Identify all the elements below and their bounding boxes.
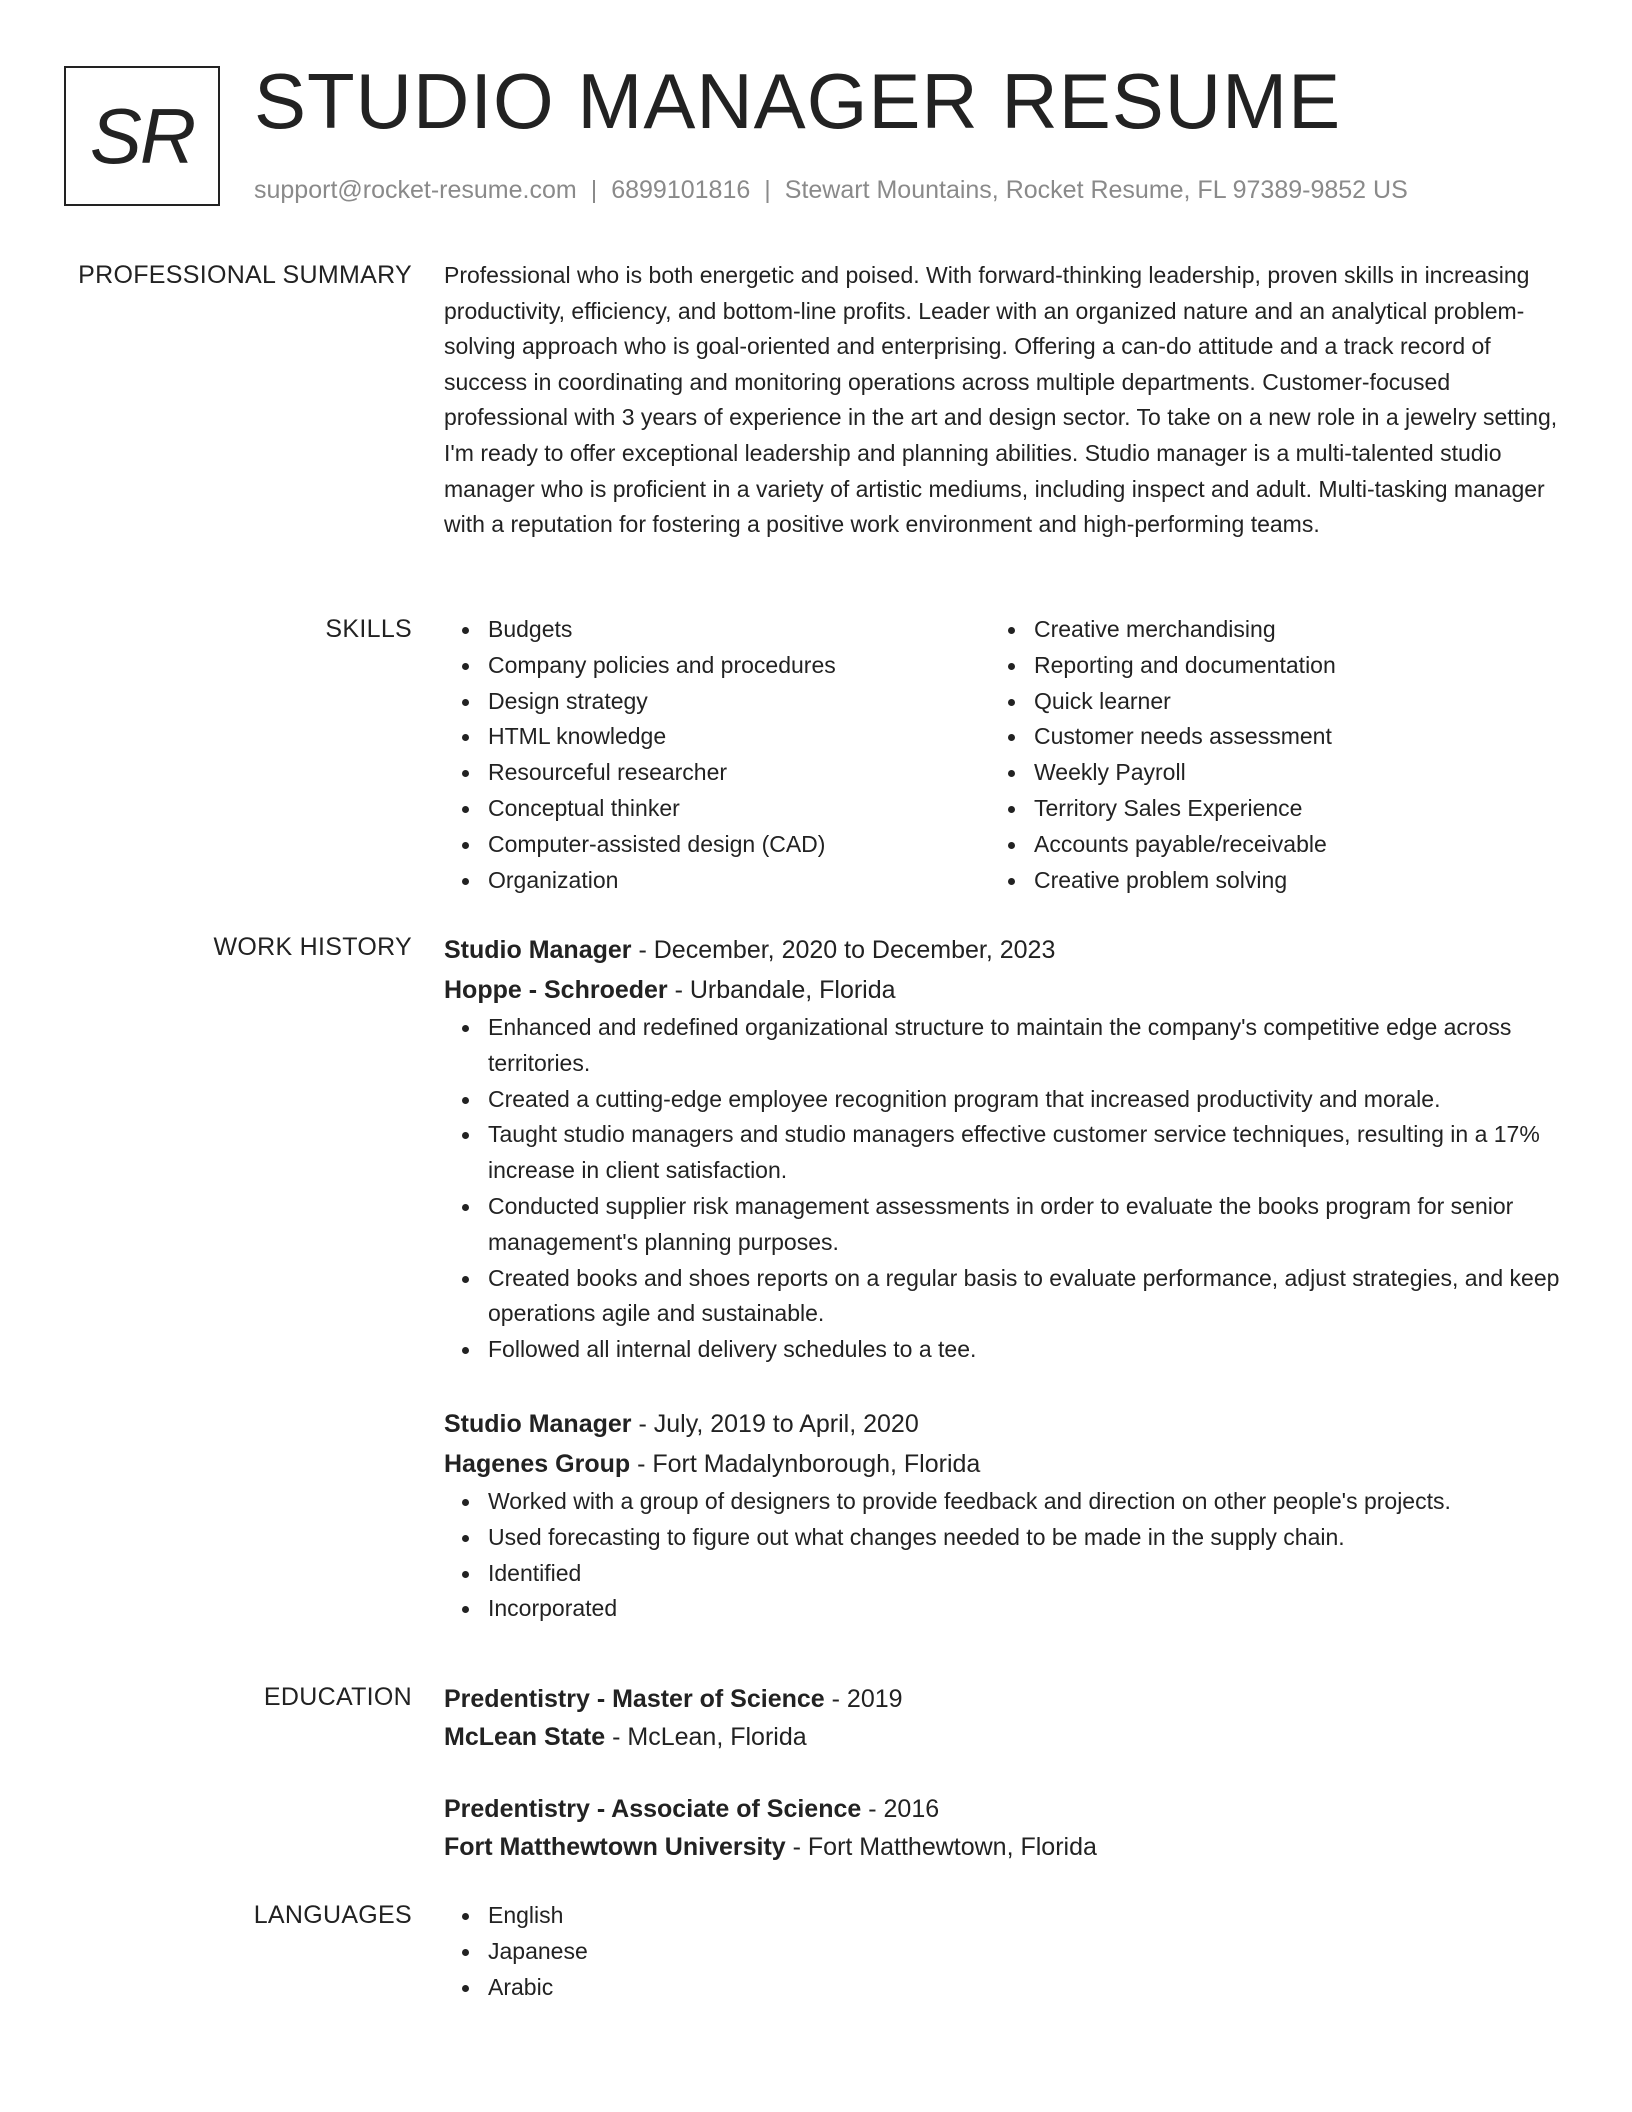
job-company: Hagenes Group: [444, 1449, 631, 1478]
job-bullet: Enhanced and redefined organizational structure to maintain the company's competitive edge across territories.: [488, 1010, 1560, 1082]
skill-item: Quick learner: [1034, 684, 1536, 720]
education-degree-line: [444, 1790, 1560, 1828]
language-item: English: [488, 1898, 1560, 1934]
education-degree: Predentistry - Master of Science: [444, 1685, 825, 1713]
contact-address: Stewart Mountains, Rocket Resume, FL 97389-9852 US: [784, 176, 1408, 204]
skill-item: Company policies and procedures: [488, 648, 990, 684]
language-item: Arabic: [488, 1970, 1560, 2006]
job-title: Studio Manager: [444, 1409, 632, 1438]
contact-separator: |: [590, 176, 598, 204]
skill-item: Computer-assisted design (CAD): [488, 827, 990, 863]
education-degree: Predentistry - Associate of Science: [444, 1795, 862, 1823]
job-bullet: Taught studio managers and studio managers effective customer service techniques, resulting in a 17% increase in client satisfaction.: [488, 1117, 1560, 1189]
skill-item: Design strategy: [488, 684, 990, 720]
job-bullet: Followed all internal delivery schedules to a tee.: [488, 1332, 1560, 1368]
education-year: - 2019: [824, 1685, 903, 1713]
education-year: - 2016: [861, 1795, 940, 1823]
job-bullet: Incorporated: [488, 1591, 1560, 1627]
job-company-line: [444, 1444, 1560, 1484]
job-bullet: Identified: [488, 1556, 1560, 1592]
job-title: Studio Manager: [444, 936, 632, 964]
job-location: - Urbandale, Florida: [667, 976, 896, 1004]
contact-phone[interactable]: 6899101816: [611, 176, 751, 204]
education-school-line: [444, 1828, 1560, 1866]
job-bullet: Conducted supplier risk management assessments in order to evaluate the books program for senior management's planning purposes.: [488, 1189, 1560, 1261]
job-bullet-list: [444, 1010, 1560, 1368]
education-location: - McLean, Florida: [605, 1723, 807, 1751]
job-entry: [444, 1404, 1560, 1627]
job-title-line: [444, 930, 1560, 970]
job-bullet: Worked with a group of designers to provide feedback and direction on other people's projects.: [488, 1484, 1560, 1520]
skill-item: Conceptual thinker: [488, 791, 990, 827]
education-school: McLean State: [444, 1723, 606, 1751]
skill-item: Accounts payable/receivable: [1034, 827, 1536, 863]
section-label-summary: PROFESSIONAL SUMMARY: [78, 261, 412, 289]
resume-title: STUDIO MANAGER RESUME: [254, 57, 1342, 145]
contact-email[interactable]: support@rocket-resume.com: [254, 176, 577, 204]
contact-line: [254, 174, 1408, 206]
initials-monogram: SR: [64, 66, 220, 206]
language-list: [444, 1898, 1560, 2005]
education-location: - Fort Matthewtown, Florida: [785, 1833, 1097, 1861]
section-label-work-history: WORK HISTORY: [213, 933, 412, 961]
skill-item: Weekly Payroll: [1034, 755, 1536, 791]
education-school: Fort Matthewtown University: [444, 1833, 786, 1861]
summary-text: Professional who is both energetic and poised. With forward-thinking leadership, proven skills in increasing productivity, efficiency, and bottom-line profits. Leader with an organized nature and an analytical problem-solving approach who is goal-oriented and enterprising. Offering a can-do attitude and a track record of success in coordinating and monitoring operations across multiple departments. Customer-focused professional with 3 years of experience in the art and design sector. To take on a new role in a jewelry setting, I'm ready to offer exceptional leadership and planning abilities. Studio manager is a multi-talented studio manager who is proficient in a variety of artistic mediums, including inspect and adult. Multi-tasking manager with a reputation for fostering a positive work environment and high-performing teams.: [444, 262, 1558, 538]
section-label-skills: SKILLS: [325, 615, 412, 643]
job-dates: - December, 2020 to December, 2023: [631, 936, 1056, 964]
skills-column-right: [990, 612, 1536, 898]
education-body: [444, 1680, 1560, 1866]
skill-item: HTML knowledge: [488, 719, 990, 755]
job-company-line: [444, 970, 1560, 1010]
job-location: - Fort Madalynborough, Florida: [630, 1449, 981, 1478]
skill-item: Creative problem solving: [1034, 863, 1536, 899]
language-item: Japanese: [488, 1934, 1560, 1970]
skill-item: Resourceful researcher: [488, 755, 990, 791]
summary-body: [444, 258, 1560, 543]
education-school-line: [444, 1718, 1560, 1756]
education-entry: [444, 1790, 1560, 1866]
skills-body: [444, 612, 1560, 898]
section-label-languages: LANGUAGES: [253, 1901, 412, 1929]
job-company: Hoppe - Schroeder: [444, 976, 668, 1004]
skill-item: Customer needs assessment: [1034, 719, 1536, 755]
skill-item: Budgets: [488, 612, 990, 648]
skill-item: Organization: [488, 863, 990, 899]
skill-item: Reporting and documentation: [1034, 648, 1536, 684]
education-degree-line: [444, 1680, 1560, 1718]
contact-separator: |: [764, 176, 771, 204]
job-title-line: [444, 1404, 1560, 1444]
skill-item: Creative merchandising: [1034, 612, 1536, 648]
education-entry: [444, 1680, 1560, 1756]
skills-column-left: [444, 612, 990, 898]
job-entry: [444, 930, 1560, 1368]
job-bullet: Created books and shoes reports on a regular basis to evaluate performance, adjust strategies, and keep operations agile and sustainable.: [488, 1261, 1560, 1333]
work-history-body: [444, 930, 1560, 1627]
job-dates: - July, 2019 to April, 2020: [631, 1409, 919, 1438]
job-bullet: Created a cutting-edge employee recognition program that increased productivity and morale.: [488, 1082, 1560, 1118]
skills-grid: [444, 612, 1560, 898]
skill-item: Territory Sales Experience: [1034, 791, 1536, 827]
languages-body: [444, 1898, 1560, 2005]
job-bullet: Used forecasting to figure out what changes needed to be made in the supply chain.: [488, 1520, 1560, 1556]
section-label-education: EDUCATION: [263, 1683, 412, 1711]
job-bullet-list: [444, 1484, 1560, 1627]
